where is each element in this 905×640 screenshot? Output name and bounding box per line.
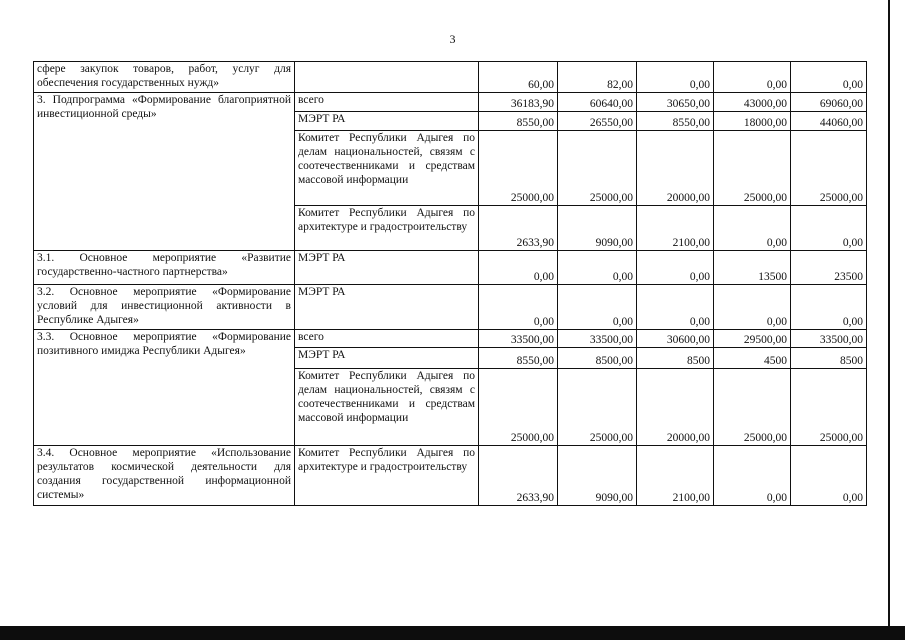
table-row (34, 285, 867, 330)
value-cell: 60,00 (479, 62, 558, 93)
page-number: 3 (449, 32, 456, 46)
value-cell: 30600,00 (637, 330, 714, 348)
value-cell: 60640,00 (558, 93, 637, 112)
table-row (34, 62, 867, 93)
value-cell: 44060,00 (791, 112, 867, 131)
value-cell: 0,00 (558, 251, 637, 285)
table-row (34, 446, 867, 506)
value-cell: 2100,00 (637, 446, 714, 506)
value-cell: 29500,00 (714, 330, 791, 348)
value-cell: 0,00 (714, 62, 791, 93)
value-cell: 2633,90 (479, 206, 558, 251)
table-row (34, 330, 867, 348)
executor-cell: Комитет Республики Адыгея по архитектуре и градостроительству (295, 446, 479, 506)
value-cell: 20000,00 (637, 369, 714, 446)
value-cell: 8550,00 (637, 112, 714, 131)
value-cell: 69060,00 (791, 93, 867, 112)
value-cell: 36183,90 (479, 93, 558, 112)
value-cell: 0,00 (558, 285, 637, 330)
executor-cell: всего (295, 330, 479, 348)
value-cell: 0,00 (479, 285, 558, 330)
value-cell: 18000,00 (714, 112, 791, 131)
table-row (34, 93, 867, 112)
executor-cell: МЭРТ РА (295, 251, 479, 285)
executor-cell (295, 62, 479, 93)
executor-cell: МЭРТ РА (295, 112, 479, 131)
value-cell: 0,00 (791, 285, 867, 330)
executor-cell: МЭРТ РА (295, 348, 479, 369)
value-cell: 25000,00 (479, 369, 558, 446)
value-cell: 0,00 (637, 251, 714, 285)
value-cell: 2100,00 (637, 206, 714, 251)
value-cell: 0,00 (791, 62, 867, 93)
value-cell: 23500 (791, 251, 867, 285)
value-cell: 13500 (714, 251, 791, 285)
value-cell: 25000,00 (479, 131, 558, 206)
value-cell: 30650,00 (637, 93, 714, 112)
value-cell: 25000,00 (791, 131, 867, 206)
measure-name-cell: 3.4. Основное мероприятие «Использование результатов космической деятельности для создания государственной информационной системы» (34, 446, 295, 506)
value-cell: 0,00 (637, 285, 714, 330)
value-cell: 9090,00 (558, 206, 637, 251)
scan-right-edge (888, 0, 905, 640)
value-cell: 33500,00 (791, 330, 867, 348)
value-cell: 8550,00 (479, 348, 558, 369)
value-cell: 0,00 (791, 206, 867, 251)
measure-name-cell: сфере закупок товаров, работ, услуг для обеспечения государственных нужд» (34, 62, 295, 93)
value-cell: 82,00 (558, 62, 637, 93)
value-cell: 26550,00 (558, 112, 637, 131)
value-cell: 0,00 (637, 62, 714, 93)
value-cell: 8500 (637, 348, 714, 369)
value-cell: 25000,00 (714, 369, 791, 446)
value-cell: 0,00 (714, 206, 791, 251)
value-cell: 43000,00 (714, 93, 791, 112)
measure-name-cell: 3.3. Основное мероприятие «Формирование позитивного имиджа Республики Адыгея» (34, 330, 295, 446)
value-cell: 8500,00 (558, 348, 637, 369)
value-cell: 0,00 (714, 285, 791, 330)
value-cell: 25000,00 (714, 131, 791, 206)
value-cell: 0,00 (791, 446, 867, 506)
measure-name-cell: 3.1. Основное мероприятие «Развитие государственно-частного партнерства» (34, 251, 295, 285)
measure-name-cell: 3.2. Основное мероприятие «Формирование условий для инвестиционной активности в Республике Адыгея» (34, 285, 295, 330)
value-cell: 0,00 (479, 251, 558, 285)
measure-name-cell: 3. Подпрограмма «Формирование благоприятной инвестиционной среды» (34, 93, 295, 251)
value-cell: 8550,00 (479, 112, 558, 131)
scan-bottom-border (0, 626, 905, 640)
value-cell: 25000,00 (791, 369, 867, 446)
value-cell: 33500,00 (558, 330, 637, 348)
value-cell: 9090,00 (558, 446, 637, 506)
value-cell: 0,00 (714, 446, 791, 506)
value-cell: 2633,90 (479, 446, 558, 506)
executor-cell: Комитет Республики Адыгея по делам национальностей, связям с соотечественниками и средствам массовой информации (295, 131, 479, 206)
value-cell: 20000,00 (637, 131, 714, 206)
executor-cell: всего (295, 93, 479, 112)
table-row (34, 251, 867, 285)
value-cell: 25000,00 (558, 369, 637, 446)
value-cell: 8500 (791, 348, 867, 369)
value-cell: 33500,00 (479, 330, 558, 348)
executor-cell: Комитет Республики Адыгея по архитектуре и градостроительству (295, 206, 479, 251)
budget-table (33, 61, 867, 506)
value-cell: 25000,00 (558, 131, 637, 206)
executor-cell: МЭРТ РА (295, 285, 479, 330)
executor-cell: Комитет Республики Адыгея по делам национальностей, связям с соотечественниками и средствам массовой информации (295, 369, 479, 446)
value-cell: 4500 (714, 348, 791, 369)
